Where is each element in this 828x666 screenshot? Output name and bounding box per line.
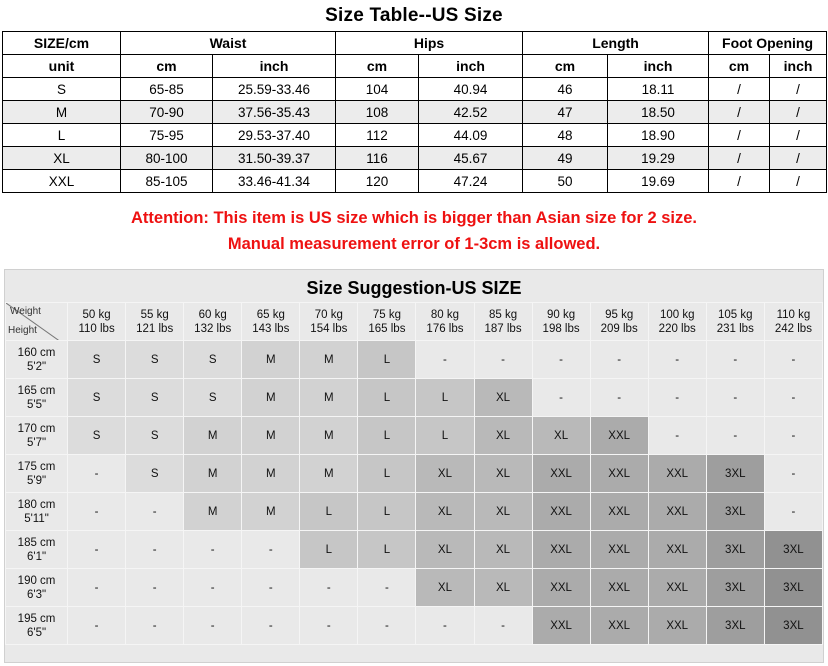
- suggestion-cell: -: [358, 569, 416, 607]
- suggestion-cell: S: [68, 379, 126, 417]
- suggestion-cell: XL: [416, 569, 474, 607]
- height-row-header-0: 160 cm 5'2": [6, 341, 68, 379]
- suggestion-cell: XL: [474, 417, 532, 455]
- suggestion-cell: XXL: [648, 607, 706, 645]
- suggestion-cell: XL: [474, 493, 532, 531]
- header-length: Length: [523, 32, 709, 55]
- cell: /: [770, 78, 827, 101]
- suggestion-cell: M: [242, 379, 300, 417]
- unit-hips-inch: inch: [419, 55, 523, 78]
- suggestion-cell: XL: [532, 417, 590, 455]
- suggestion-cell: L: [358, 455, 416, 493]
- table-row: [3, 170, 827, 193]
- suggestion-cell: -: [764, 379, 822, 417]
- weight-column-header-8: 90 kg 198 lbs: [532, 303, 590, 341]
- suggestion-cell: S: [126, 455, 184, 493]
- size-table-panel: [0, 0, 828, 258]
- cell: 50: [523, 170, 608, 193]
- suggestion-cell: -: [68, 569, 126, 607]
- table-row: [3, 124, 827, 147]
- height-row-header-5: 185 cm 6'1": [6, 531, 68, 569]
- cell: 44.09: [419, 124, 523, 147]
- size-suggestion-table: [5, 302, 823, 645]
- table-row: [6, 341, 823, 379]
- cell: 70-90: [121, 101, 213, 124]
- size-table: [2, 31, 827, 193]
- table-row: [6, 607, 823, 645]
- suggestion-cell: -: [764, 455, 822, 493]
- unit-label: unit: [3, 55, 121, 78]
- header-size: SIZE/cm: [3, 32, 121, 55]
- cell: 45.67: [419, 147, 523, 170]
- suggestion-cell: -: [474, 341, 532, 379]
- unit-foot-inch: inch: [770, 55, 827, 78]
- cell: 112: [336, 124, 419, 147]
- attention-line-2: Manual measurement error of 1-3cm is allowed.: [227, 235, 601, 253]
- cell: 120: [336, 170, 419, 193]
- table-row: [6, 379, 823, 417]
- cell: 47: [523, 101, 608, 124]
- suggestion-cell: XXL: [532, 531, 590, 569]
- suggestion-cell: XXL: [648, 531, 706, 569]
- size-suggestion-panel: [4, 269, 824, 663]
- suggestion-cell: XXL: [532, 569, 590, 607]
- suggestion-cell: S: [126, 379, 184, 417]
- cell: S: [3, 78, 121, 101]
- weight-column-header-4: 70 kg 154 lbs: [300, 303, 358, 341]
- cell: /: [770, 124, 827, 147]
- suggestion-cell: XL: [474, 379, 532, 417]
- suggestion-cell: M: [184, 417, 242, 455]
- suggestion-cell: -: [706, 379, 764, 417]
- suggestion-cell: XL: [474, 531, 532, 569]
- suggestion-title: Size Suggestion-US SIZE: [306, 278, 522, 298]
- cell: L: [3, 124, 121, 147]
- suggestion-cell: -: [68, 531, 126, 569]
- suggestion-cell: -: [242, 531, 300, 569]
- suggestion-cell: -: [532, 379, 590, 417]
- suggestion-cell: XXL: [590, 417, 648, 455]
- cell: 42.52: [419, 101, 523, 124]
- suggestion-cell: XL: [416, 455, 474, 493]
- cell: 46: [523, 78, 608, 101]
- suggestion-cell: M: [242, 493, 300, 531]
- suggestion-cell: 3XL: [706, 455, 764, 493]
- cell: 19.29: [608, 147, 709, 170]
- suggestion-cell: -: [126, 569, 184, 607]
- suggestion-cell: L: [358, 379, 416, 417]
- table-row: [6, 417, 823, 455]
- suggestion-cell: S: [68, 417, 126, 455]
- suggestion-cell: -: [764, 341, 822, 379]
- table-row: [3, 147, 827, 170]
- suggestion-cell: -: [764, 493, 822, 531]
- header-hips: Hips: [336, 32, 523, 55]
- suggestion-cell: M: [242, 341, 300, 379]
- suggestion-cell: L: [358, 531, 416, 569]
- height-row-header-1: 165 cm 5'5": [6, 379, 68, 417]
- suggestion-cell: -: [184, 531, 242, 569]
- suggestion-cell: 3XL: [706, 569, 764, 607]
- suggestion-cell: L: [358, 341, 416, 379]
- attention-notice: [2, 205, 826, 257]
- unit-foot-cm: cm: [709, 55, 770, 78]
- cell: 29.53-37.40: [213, 124, 336, 147]
- cell: 49: [523, 147, 608, 170]
- suggestion-cell: XXL: [648, 493, 706, 531]
- suggestion-cell: XXL: [648, 569, 706, 607]
- suggestion-cell: S: [184, 379, 242, 417]
- suggestion-cell: XXL: [532, 455, 590, 493]
- height-row-header-6: 190 cm 6'3": [6, 569, 68, 607]
- suggestion-cell: -: [590, 379, 648, 417]
- suggestion-cell: L: [416, 417, 474, 455]
- suggestion-cell: XXL: [532, 607, 590, 645]
- suggestion-cell: -: [764, 417, 822, 455]
- table-row: [6, 569, 823, 607]
- suggestion-cell: M: [300, 341, 358, 379]
- cell: 108: [336, 101, 419, 124]
- suggestion-cell: M: [300, 417, 358, 455]
- weight-column-header-5: 75 kg 165 lbs: [358, 303, 416, 341]
- weight-column-header-0: 50 kg 110 lbs: [68, 303, 126, 341]
- cell: 25.59-33.46: [213, 78, 336, 101]
- suggestion-cell: S: [68, 341, 126, 379]
- suggestion-cell: -: [648, 341, 706, 379]
- suggestion-cell: XXL: [648, 455, 706, 493]
- suggestion-cell: -: [68, 493, 126, 531]
- cell: M: [3, 101, 121, 124]
- suggestion-cell: S: [126, 417, 184, 455]
- cell: 65-85: [121, 78, 213, 101]
- cell: /: [709, 78, 770, 101]
- suggestion-cell: XXL: [532, 493, 590, 531]
- suggestion-cell: -: [126, 493, 184, 531]
- size-table-unit-row: [3, 55, 827, 78]
- cell: 48: [523, 124, 608, 147]
- weight-column-header-11: 105 kg 231 lbs: [706, 303, 764, 341]
- cell: 104: [336, 78, 419, 101]
- suggestion-cell: -: [242, 607, 300, 645]
- cell: 33.46-41.34: [213, 170, 336, 193]
- suggestion-cell: XL: [416, 531, 474, 569]
- suggestion-cell: -: [590, 341, 648, 379]
- cell: /: [770, 147, 827, 170]
- table-row: [6, 531, 823, 569]
- suggestion-cell: -: [184, 607, 242, 645]
- suggestion-cell: L: [300, 531, 358, 569]
- suggestion-cell: XXL: [590, 455, 648, 493]
- suggestion-cell: M: [242, 455, 300, 493]
- weight-column-header-9: 95 kg 209 lbs: [590, 303, 648, 341]
- suggestion-cell: L: [358, 417, 416, 455]
- cell: 47.24: [419, 170, 523, 193]
- suggestion-cell: -: [416, 607, 474, 645]
- suggestion-cell: L: [358, 493, 416, 531]
- unit-waist-cm: cm: [121, 55, 213, 78]
- suggestion-header-row: [6, 303, 823, 341]
- cell: 85-105: [121, 170, 213, 193]
- suggestion-cell: -: [184, 569, 242, 607]
- weight-column-header-10: 100 kg 220 lbs: [648, 303, 706, 341]
- suggestion-cell: -: [532, 341, 590, 379]
- suggestion-cell: -: [300, 569, 358, 607]
- cell: /: [770, 170, 827, 193]
- cell: /: [709, 170, 770, 193]
- suggestion-cell: XL: [416, 493, 474, 531]
- cell: 37.56-35.43: [213, 101, 336, 124]
- suggestion-cell: -: [300, 607, 358, 645]
- suggestion-cell: M: [300, 455, 358, 493]
- cell: /: [709, 101, 770, 124]
- cell: 19.69: [608, 170, 709, 193]
- suggestion-cell: -: [706, 341, 764, 379]
- weight-column-header-1: 55 kg 121 lbs: [126, 303, 184, 341]
- height-row-header-4: 180 cm 5'11": [6, 493, 68, 531]
- suggestion-cell: XXL: [590, 569, 648, 607]
- suggestion-cell: 3XL: [764, 569, 822, 607]
- suggestion-cell: -: [474, 607, 532, 645]
- suggestion-cell: S: [184, 341, 242, 379]
- cell: 116: [336, 147, 419, 170]
- unit-hips-cm: cm: [336, 55, 419, 78]
- suggestion-cell: -: [68, 607, 126, 645]
- header-waist: Waist: [121, 32, 336, 55]
- attention-line-1: Attention: This item is US size which is bigger than Asian size for 2 size.: [131, 209, 697, 227]
- suggestion-cell: 3XL: [764, 531, 822, 569]
- suggestion-cell: -: [648, 379, 706, 417]
- cell: /: [770, 101, 827, 124]
- cell: /: [709, 147, 770, 170]
- suggestion-cell: -: [706, 417, 764, 455]
- unit-length-cm: cm: [523, 55, 608, 78]
- unit-waist-inch: inch: [213, 55, 336, 78]
- suggestion-cell: M: [300, 379, 358, 417]
- cell: 80-100: [121, 147, 213, 170]
- suggestion-cell: -: [648, 417, 706, 455]
- weight-axis-label: Weight: [10, 306, 41, 317]
- suggestion-cell: -: [126, 607, 184, 645]
- cell: XXL: [3, 170, 121, 193]
- table-row: [3, 78, 827, 101]
- suggestion-cell: -: [126, 531, 184, 569]
- weight-column-header-3: 65 kg 143 lbs: [242, 303, 300, 341]
- suggestion-cell: XXL: [590, 493, 648, 531]
- suggestion-cell: L: [416, 379, 474, 417]
- height-row-header-2: 170 cm 5'7": [6, 417, 68, 455]
- suggestion-cell: M: [184, 493, 242, 531]
- suggestion-cell: 3XL: [706, 607, 764, 645]
- unit-length-inch: inch: [608, 55, 709, 78]
- suggestion-cell: M: [184, 455, 242, 493]
- suggestion-cell: -: [416, 341, 474, 379]
- cell: 31.50-39.37: [213, 147, 336, 170]
- height-row-header-7: 195 cm 6'5": [6, 607, 68, 645]
- weight-height-corner: [6, 303, 68, 341]
- suggestion-cell: XL: [474, 569, 532, 607]
- suggestion-cell: XL: [474, 455, 532, 493]
- page-title: Size Table--US Size: [325, 5, 503, 26]
- table-row: [6, 455, 823, 493]
- table-row: [3, 101, 827, 124]
- height-row-header-3: 175 cm 5'9": [6, 455, 68, 493]
- cell: 75-95: [121, 124, 213, 147]
- suggestion-cell: -: [242, 569, 300, 607]
- weight-column-header-6: 80 kg 176 lbs: [416, 303, 474, 341]
- suggestion-cell: S: [126, 341, 184, 379]
- suggestion-cell: L: [300, 493, 358, 531]
- cell: 18.11: [608, 78, 709, 101]
- suggestion-cell: XXL: [590, 607, 648, 645]
- suggestion-cell: M: [242, 417, 300, 455]
- size-table-group-header-row: [3, 32, 827, 55]
- suggestion-cell: 3XL: [764, 607, 822, 645]
- header-foot-opening: Foot Opening: [709, 32, 827, 55]
- weight-column-header-7: 85 kg 187 lbs: [474, 303, 532, 341]
- height-axis-label: Height: [8, 325, 37, 336]
- suggestion-cell: -: [358, 607, 416, 645]
- cell: 18.50: [608, 101, 709, 124]
- weight-column-header-12: 110 kg 242 lbs: [764, 303, 822, 341]
- cell: 40.94: [419, 78, 523, 101]
- cell: XL: [3, 147, 121, 170]
- cell: 18.90: [608, 124, 709, 147]
- suggestion-cell: XXL: [590, 531, 648, 569]
- weight-column-header-2: 60 kg 132 lbs: [184, 303, 242, 341]
- suggestion-cell: 3XL: [706, 531, 764, 569]
- suggestion-cell: 3XL: [706, 493, 764, 531]
- cell: /: [709, 124, 770, 147]
- table-row: [6, 493, 823, 531]
- suggestion-cell: -: [68, 455, 126, 493]
